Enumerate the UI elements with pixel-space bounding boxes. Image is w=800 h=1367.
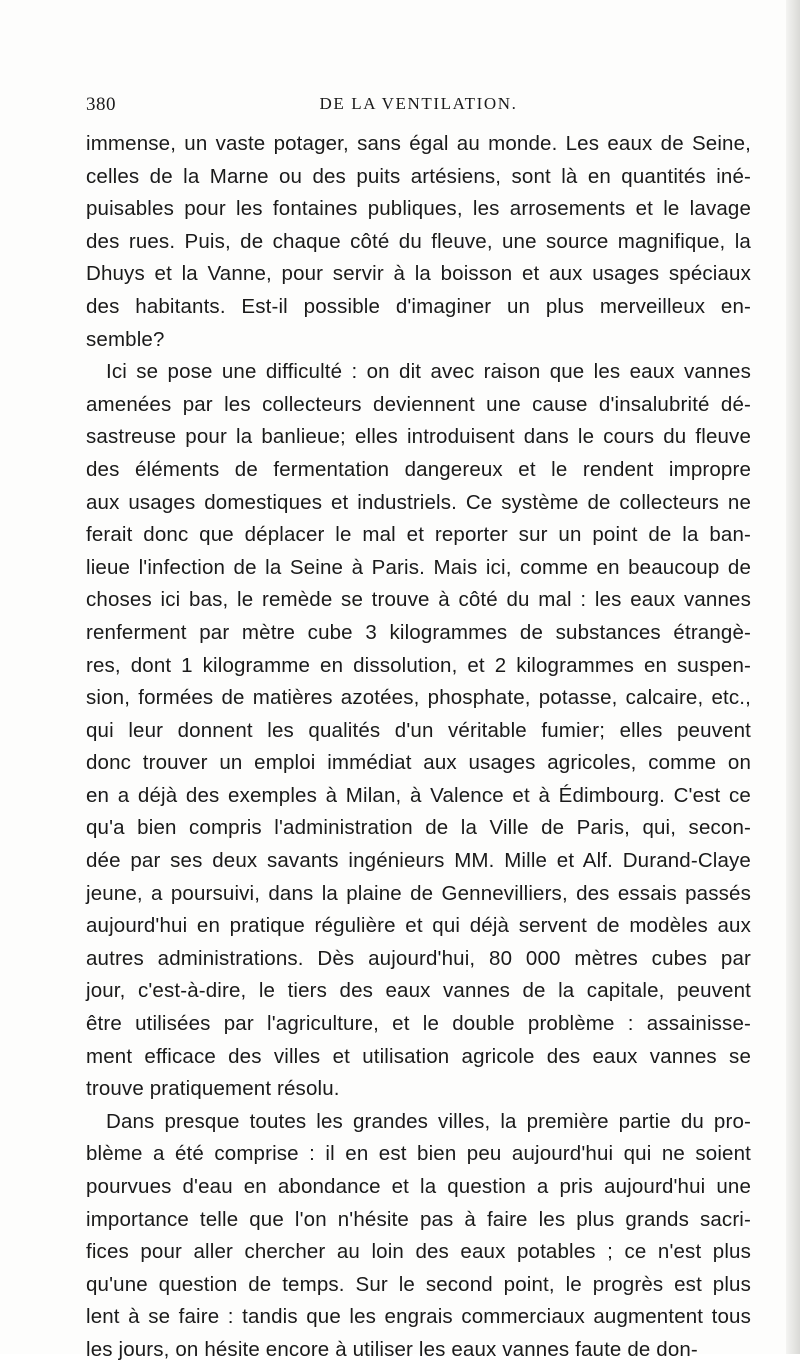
text-line: celles de la Marne ou des puits artésiens, sont là en quantités iné- — [86, 164, 751, 188]
text-line: jeune, a poursuivi, dans la plaine de Gennevilliers, des essais passés — [86, 881, 751, 905]
running-title: DE LA VENTILATION. — [319, 94, 518, 113]
paragraph — [86, 356, 751, 1106]
text-line: dée par ses deux savants ingénieurs MM. Mille et Alf. Durand-Claye — [86, 849, 751, 873]
text-line: semble? — [86, 327, 165, 351]
text-line: pourvues d'eau en abondance et la question a pris aujourd'hui une — [86, 1175, 751, 1198]
text-line: des rues. Puis, de chaque côté du fleuve, une source magnifique, la — [86, 229, 751, 253]
text-line: des éléments de fermentation dangereux et le rendent impropre — [86, 457, 751, 481]
text-line: en a déjà des exemples à Milan, à Valence et à Édimbourg. C'est ce — [86, 783, 751, 807]
text-line: aux usages domestiques et industriels. Ce système de collecteurs ne — [86, 490, 751, 514]
text-line: Ici se pose une difficulté : on dit avec raison que les eaux vannes — [106, 360, 751, 384]
text-line: les jours, on hésite encore à utiliser les eaux vannes faute de don- — [86, 1337, 698, 1361]
text-line: amenées par les collecteurs deviennent une cause d'insalubrité dé- — [86, 392, 751, 416]
text-line: aujourd'hui en pratique régulière et qui déjà servent de modèles aux — [86, 914, 751, 938]
text-line: puisables pour les fontaines publiques, les arrosements et le lavage — [86, 197, 751, 221]
text-line: ferait donc que déplacer le mal et reporter sur un point de la ban- — [86, 523, 751, 547]
text-line: Dans presque toutes les grandes villes, la première partie du pro- — [106, 1109, 751, 1133]
paragraph — [86, 1106, 751, 1367]
text-line: renferment par mètre cube 3 kilogrammes de substances étrangè- — [86, 620, 751, 644]
text-line: fices pour aller chercher au loin des eaux potables ; ce n'est plus — [86, 1240, 751, 1264]
paragraph — [86, 128, 751, 356]
page-edge-shadow — [786, 0, 800, 1354]
text-line: ment efficace des villes et utilisation agricole des eaux vannes se — [86, 1044, 751, 1068]
text-line: qu'une question de temps. Sur le second point, le progrès est plus — [86, 1272, 751, 1296]
text-line: sion, formées de matières azotées, phosphate, potasse, calcaire, etc., — [86, 686, 751, 710]
text-line: jour, c'est-à-dire, le tiers des eaux vannes de la capitale, peuvent — [86, 979, 751, 1003]
page-number: 380 — [86, 94, 116, 115]
page-header — [86, 94, 751, 120]
text-line: autres administrations. Dès aujourd'hui, 80 000 mètres cubes par — [86, 946, 751, 970]
text-line: qu'a bien compris l'administration de la Ville de Paris, qui, secon- — [86, 816, 751, 840]
text-line: sastreuse pour la banlieue; elles introduisent dans le cours du fleuve — [86, 425, 751, 449]
text-line: trouve pratiquement résolu. — [86, 1077, 340, 1101]
text-line: des habitants. Est-il possible d'imaginer un plus merveilleux en- — [86, 294, 751, 318]
text-line: choses ici bas, le remède se trouve à côté du mal : les eaux vannes — [86, 588, 751, 612]
text-line: importance telle que l'on n'hésite pas à faire les plus grands sacri- — [86, 1207, 751, 1231]
text-line: blème a été comprise : il en est bien peu aujourd'hui qui ne soient — [86, 1142, 751, 1166]
text-line: être utilisées par l'agriculture, et le double problème : assainisse- — [86, 1012, 751, 1036]
text-line: immense, un vaste potager, sans égal au monde. Les eaux de Seine, — [86, 132, 751, 155]
text-line: lent à se faire : tandis que les engrais commerciaux augmentent tous — [86, 1305, 751, 1329]
text-line: qui leur donnent les qualités d'un véritable fumier; elles peuvent — [86, 718, 751, 742]
text-line: Dhuys et la Vanne, pour servir à la boisson et aux usages spéciaux — [86, 262, 751, 286]
text-line: donc trouver un emploi immédiat aux usages agricoles, comme on — [86, 751, 751, 775]
text-line: lieue l'infection de la Seine à Paris. Mais ici, comme en beaucoup de — [86, 555, 751, 579]
text-line: res, dont 1 kilogramme en dissolution, et 2 kilogrammes en suspen- — [86, 653, 751, 677]
body-text — [86, 128, 751, 1367]
